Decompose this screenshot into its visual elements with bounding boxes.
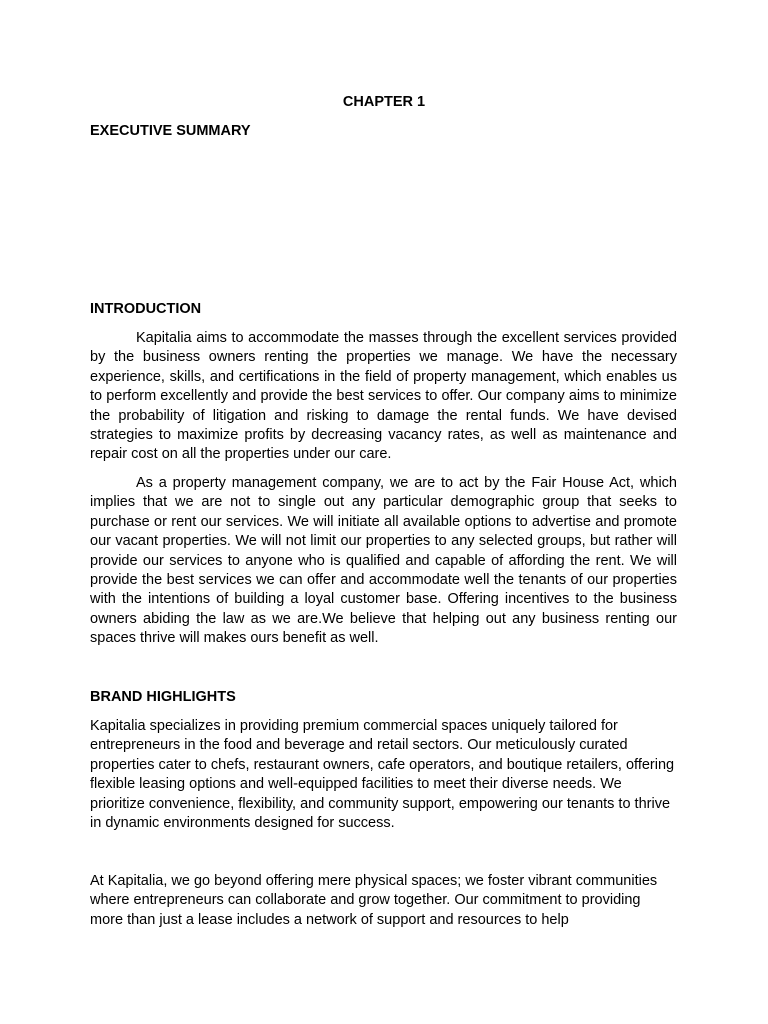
brand-highlights-paragraph-1: Kapitalia specializes in providing premium commercial spaces uniquely tailored for entrepreneurs in the food and beverage and retail sectors. Our meticulously curated properties cater to chefs, restaurant owners, cafe operators, and boutique retailers, offering flexible leasing options and well-equipped facilities to meet their diverse needs. We prioritize convenience, flexibility, and community support, empowering our tenants to thrive in dynamic environments designed for success. <box>90 718 675 832</box>
brand-highlights-heading: BRAND HIGHLIGHTS <box>90 689 236 705</box>
brand-highlights-paragraph-2: At Kapitalia, we go beyond offering mere physical spaces; we foster vibrant communities where entrepreneurs can collaborate and grow together. Our commitment to providing more than just a lease includes a network of support and resources to help <box>90 873 658 928</box>
introduction-paragraph-2: As a property management company, we are to act by the Fair House Act, which implies that we are not to single out any particular demographic group that seeks to purchase or rent our services. We will initiate all available options to advertise and promote our vacant properties. We will not limit our properties to any selected groups, but rather will provide our services to anyone who is qualified and capable of affording the rent. We will provide the best services we can offer and accommodate well the tenants of our properties with the intentions of building a loyal customer base. Offering incentives to the business owners abiding the law as we are.We believe that helping out any business renting our spaces thrive will makes ours benefit as well. <box>90 475 677 647</box>
chapter-title: CHAPTER 1 <box>342 94 426 110</box>
introduction-paragraph-1: Kapitalia aims to accommodate the masses through the excellent services provided by the business owners renting the properties we manage. We have the necessary experience, skills, and certifications in the field of property management, which enables us to perform excellently and provide the best services to offer. Our company aims to minimize the probability of litigation and risking to damage the rental funds. We have devised strategies to maximize profits by decreasing vacancy rates, as well as maintenance and repair cost on all the properties under our care. <box>90 330 677 463</box>
introduction-heading: INTRODUCTION <box>90 301 202 317</box>
executive-summary-heading: EXECUTIVE SUMMARY <box>90 123 251 139</box>
